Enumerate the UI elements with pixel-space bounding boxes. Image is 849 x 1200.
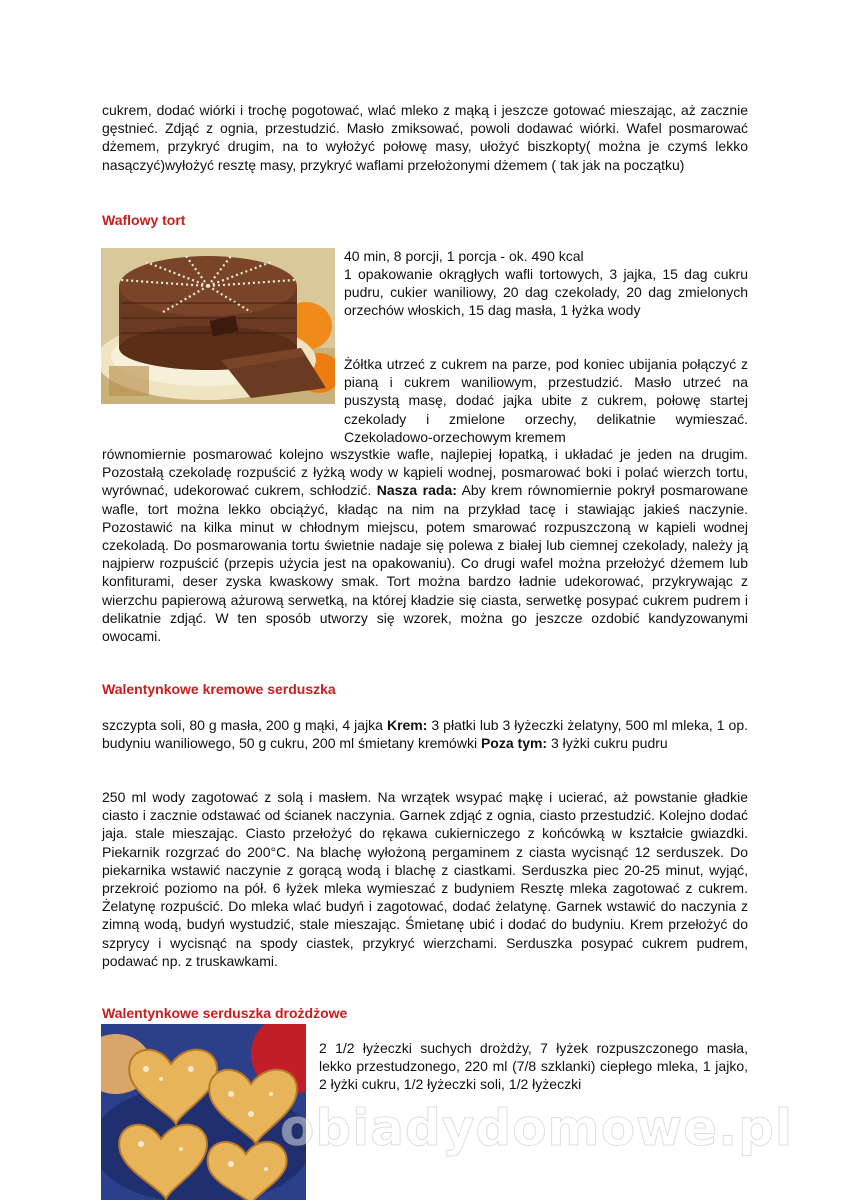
ingredients-text-a: szczypta soli, 80 g masła, 200 g mąki, 4 jajka xyxy=(102,717,387,733)
ingredients-text-b: 3 płatki lub 3 łyżeczki żelatyny, 500 ml mleka, 1 op. budyniu waniliowego, 50 g cukru, 200 ml śmietany kremówki xyxy=(102,717,748,752)
recipe-title-waflowy-tort: Waflowy tort xyxy=(102,212,186,228)
recipe-title-kremowe-serduszka: Walentynkowe kremowe serduszka xyxy=(102,681,336,697)
ingredients-text-c: 3 łyżki cukru pudru xyxy=(547,735,668,752)
recipe-method-part2 xyxy=(102,445,748,645)
watermark: obiadydomowe.pl xyxy=(280,1099,794,1157)
tip-label: Nasza rada: xyxy=(376,482,457,499)
extra-label: Poza tym: xyxy=(480,735,548,752)
cream-label: Krem: xyxy=(386,717,428,733)
tip-text: Aby krem równomiernie pokrył posmarowane wafle, tort można lekko obciążyć, kładąc na nim na przykład tacę i stawiając jakieś naczynie. Pozostawić na kilka minut w chłodnym miejscu, potem smarować rozpuszczoną w kąpieli wodnej czekoladą. Do posmarowania tortu świetnie nadaje się polewa z białej lub ciemnej czekolady, należy ją najpierw rozpuścić (przepis użycia jest na opakowaniu). Co drugi wafel można przełożyć dżemem lub konfiturami, deser zyska kwaskowy smak. Tort można bardzo ładnie udekorować, przykrywając z wierzchu papierową ażurową serwetką, na której kładzie się ciasta, serwetkę posypać cukrem pudrem i delikatnie zdjąć. W ten sposób utworzy się wzorek, można go jeszcze ozdobić kandyzowanymi owocami. xyxy=(102,482,749,645)
cake-photo xyxy=(101,248,335,404)
recipe2-ingredients xyxy=(102,716,748,752)
recipe-method-part1: Żółtka utrzeć z cukrem na parze, pod koniec ubijania połączyć z pianą i cukrem waniliowym, przestudzić. Masło utrzeć na puszystą masę, dodać jajka ubite z cukrem, połowę startej czekolady i zmielone orzechy, delikatnie wymieszać. Czekoladowo-orzechowym kremem xyxy=(344,356,748,445)
recipe-method-text: równomiernie posmarować kolejno wszystkie wafle, najlepiej łopatką, i układać je jeden na drugim. Pozostałą czekoladę rozpuścić z łyżką wody w kąpieli wodnej, posmarować boki i polać wierzch tortu, wyrównać, udekorować cukrem, schłodzić. xyxy=(102,446,748,499)
recipe2-method: 250 ml wody zagotować z solą i masłem. Na wrzątek wsypać mąkę i ucierać, aż powstanie gładkie ciasto i zacznie odstawać od ścianek naczynia. Garnek zdjąć z ognia, ciasto przestudzić. Kolejno dodać jaja. stale mieszając. Ciasto przełożyć do rękawa cukierniczego z końcówką w kształcie gwiazdki. Piekarnik rozgrzać do 200°C. Na blachę wyłożoną pergaminem z ciasta wycisnąć 12 serduszek. Do piekarnika wstawić naczynie z gorącą wodą i blachę z ciastkami. Serduszka piec 20-25 minut, wyjąć, przekroić poziomo na pół. 6 łyżek mleka wymieszać z budyniem Resztę mleka zagotować z cukrem. Żelatynę rozpuścić. Do mleka wlać budyń i zagotować, dodać żelatynę. Garnek wstawić do naczynia z zimną wodą, budyń wystudzić, stale mieszając. Śmietanę ubić i dodać do budyniu. Krem przełożyć do szprycy i wycisnąć na spody ciastek, przykryć wierzchami. Serduszka posypać cukrem pudrem, podawać np. z truskawkami. xyxy=(102,789,748,969)
heart-buns-photo xyxy=(101,1024,306,1200)
recipe-title-serduszka-drozdzowe: Walentynkowe serduszka drożdżowe xyxy=(102,1005,348,1021)
intro-paragraph: cukrem, dodać wiórki i trochę pogotować, wlać mleko z mąką i jeszcze gotować mieszając, aż zacznie gęstnieć. Zdjąć z ognia, przestudzić. Masło zmiksować, powoli dodawać wiórki. Wafel posmarować dżemem, przykryć drugim, na to wyłożyć połowę masy, ułożyć biszkopty( można je czymś lekko nasączyć)wyłożyć resztę masy, przykryć waflami przełożonymi dżemem ( tak jak na początku) xyxy=(102,102,748,173)
recipe-ingredients: 1 opakowanie okrągłych wafli tortowych, 3 jajka, 15 dag cukru pudru, cukier waniliowy, 20 dag czekolady, 20 dag zmielonych orzechów włoskich, 15 dag masła, 1 łyżka wody xyxy=(344,266,748,319)
recipe-meta: 40 min, 8 porcji, 1 porcja - ok. 490 kcal xyxy=(344,248,584,264)
recipe3-ingredients: 2 1/2 łyżeczki suchych drożdży, 7 łyżek rozpuszczonego masła, lekko przestudzonego, 220 ml (7/8 szklanki) ciepłego mleka, 1 jajko, 2 łyżki cukru, 1/2 łyżeczki soli, 1/2 łyżeczki xyxy=(319,1040,748,1093)
